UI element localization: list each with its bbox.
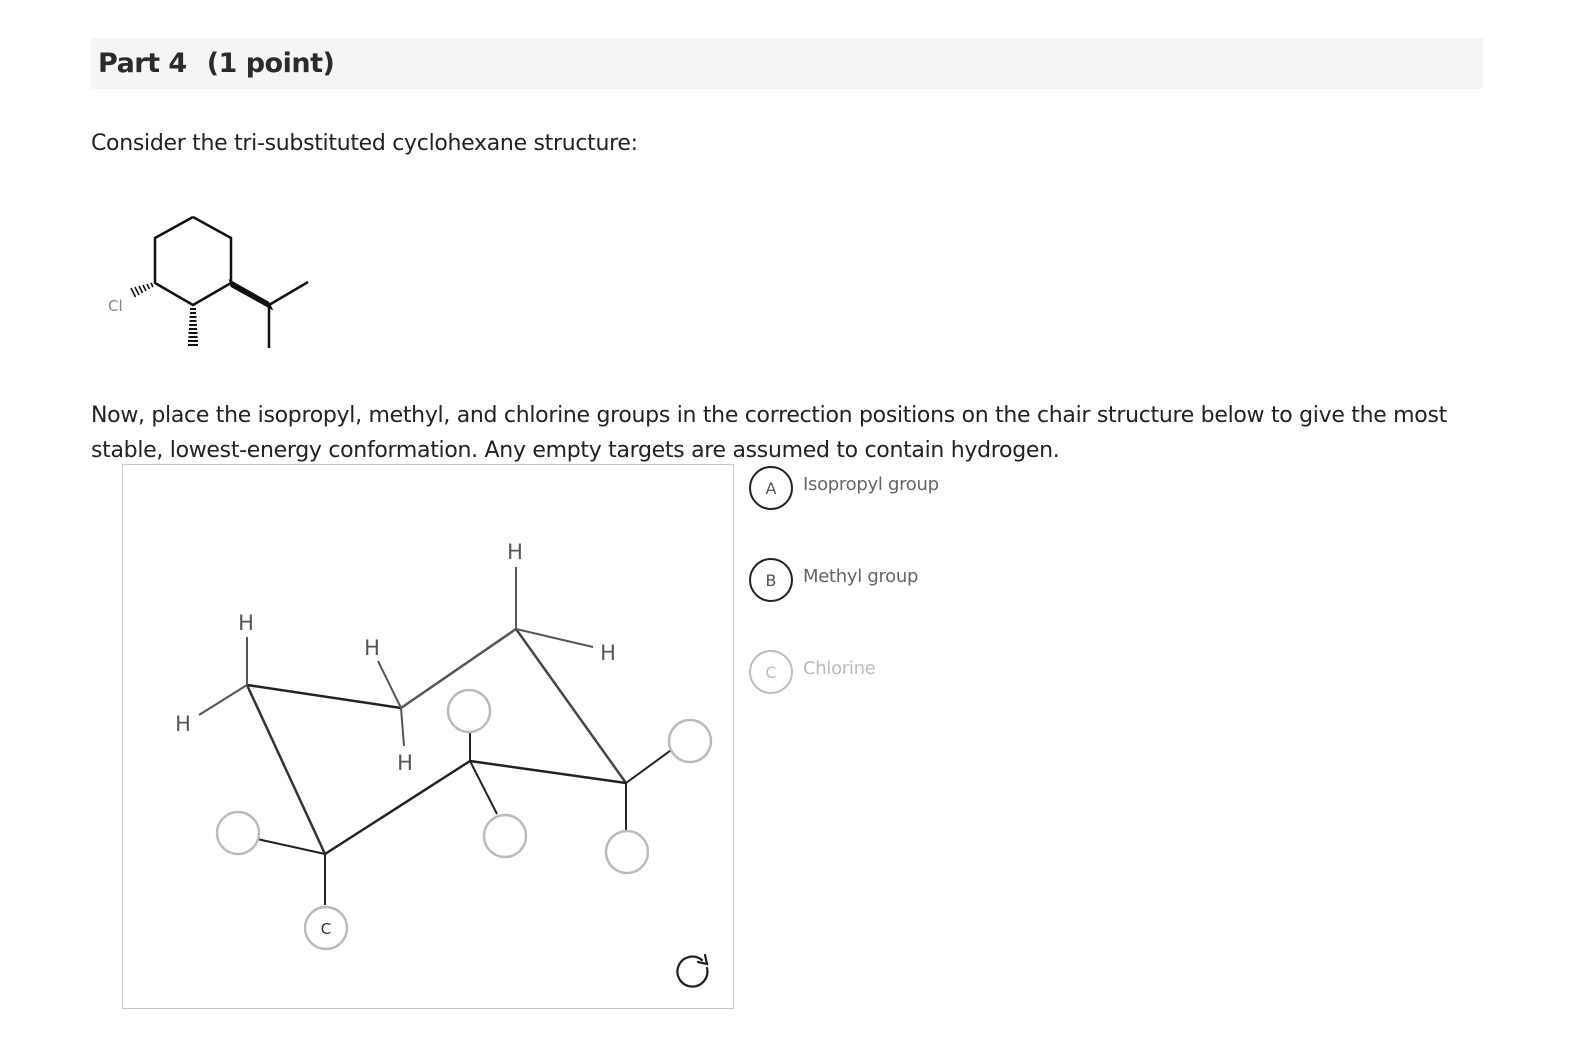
chair-canvas[interactable]	[122, 464, 734, 1009]
h-label: H	[600, 641, 616, 665]
legend-label-isopropyl: Isopropyl group	[803, 473, 939, 495]
legend-label-chlorine: Chlorine	[803, 657, 876, 679]
h-label: H	[238, 611, 254, 635]
part-title: Part 4	[98, 48, 187, 79]
isopropyl-branch-bond	[269, 282, 308, 305]
wedge-bond	[231, 282, 270, 307]
h-label: H	[507, 540, 523, 564]
part-header	[91, 38, 1483, 89]
drop-target[interactable]	[217, 812, 259, 854]
h-bonds	[199, 567, 593, 746]
drop-target[interactable]	[669, 720, 711, 762]
legend-circle-b[interactable]: B	[749, 558, 793, 602]
placed-target-label: C	[320, 920, 332, 938]
chlorine-label: Cl	[108, 297, 123, 315]
chair-ring	[247, 629, 626, 854]
legend-item-methyl[interactable]	[749, 558, 918, 602]
drop-target[interactable]	[484, 815, 526, 857]
legend-label-methyl: Methyl group	[803, 565, 919, 587]
legend-circle-c[interactable]: C	[749, 650, 793, 694]
legend-item-chlorine[interactable]	[749, 650, 875, 694]
h-label: H	[397, 751, 413, 775]
question-prompt: Consider the tri-substituted cyclohexane structure:	[91, 131, 638, 156]
target-bonds	[257, 711, 674, 905]
h-label: H	[175, 712, 191, 736]
instructions-text: Now, place the isopropyl, methyl, and chlorine groups in the correction positions on the chair structure below to give the most stable, lowest-energy conformation. Any empty targets are assumed to contain hydrogen.	[91, 403, 1447, 463]
rotate-cw-icon[interactable]	[677, 955, 707, 987]
dashed-bond-down	[188, 309, 198, 345]
drop-target[interactable]	[448, 690, 490, 732]
legend-circle-a[interactable]: A	[749, 466, 793, 510]
drop-target[interactable]	[606, 831, 648, 873]
dashed-bond-cl	[131, 283, 153, 297]
cyclohexane-structure	[100, 205, 320, 355]
h-label: H	[364, 636, 380, 660]
legend-item-isopropyl[interactable]	[749, 466, 939, 510]
ring-bonds	[155, 217, 231, 305]
part-points: (1 point)	[206, 48, 335, 79]
